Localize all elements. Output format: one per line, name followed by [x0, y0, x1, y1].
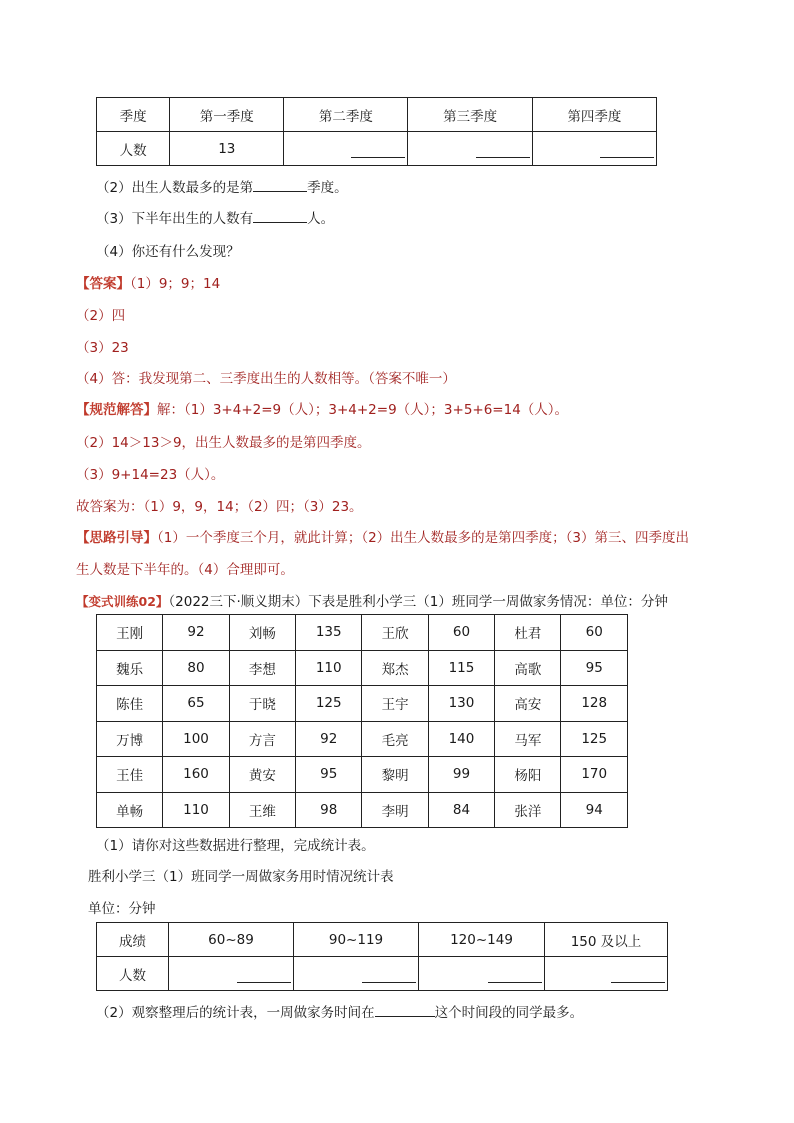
- student-minutes: 125: [561, 721, 628, 757]
- student-name: 张洋: [495, 792, 561, 828]
- student-minutes: 170: [561, 757, 628, 793]
- question-2: [96, 176, 348, 196]
- question-2-prefix: （2）出生人数最多的是第: [96, 180, 254, 196]
- student-name: 于晓: [229, 686, 295, 722]
- stat-blank[interactable]: [169, 957, 294, 991]
- student-name: 王维: [229, 792, 295, 828]
- student-minutes: 92: [163, 615, 229, 651]
- student-name: 黎明: [362, 757, 428, 793]
- student-name: 王刚: [97, 615, 163, 651]
- chores-row: [97, 615, 628, 651]
- variant-question-2-suffix: 这个时间段的同学最多。: [434, 1005, 584, 1021]
- season-header-cell: 第一季度: [170, 98, 284, 132]
- answer-2: （2）四: [76, 308, 126, 324]
- student-name: 高歌: [495, 650, 561, 686]
- answer-tag: 【答案】: [76, 276, 130, 292]
- variant-question-2-blank[interactable]: [375, 1002, 435, 1017]
- student-name: 万博: [97, 721, 163, 757]
- stat-header-cell: 150 及以上: [545, 923, 668, 957]
- student-name: 李明: [362, 792, 428, 828]
- stat-table-title: 胜利小学三（1）班同学一周做家务用时情况统计表: [88, 869, 394, 885]
- question-2-blank[interactable]: [253, 177, 307, 192]
- variant-heading: [76, 590, 668, 610]
- solution-line-1: [76, 398, 568, 418]
- hint-2: 生人数是下半年的。（4）合理即可。: [76, 562, 294, 578]
- answer-3: （3）23: [76, 340, 129, 356]
- chores-row: [97, 757, 628, 793]
- answer-1: （1）9；9；14: [130, 276, 221, 292]
- stat-table-unit: 单位：分钟: [88, 901, 156, 917]
- student-name: 方言: [229, 721, 295, 757]
- stat-header-cell: 成绩: [97, 923, 169, 957]
- chores-row: [97, 721, 628, 757]
- season-table: [96, 97, 657, 166]
- student-minutes: 140: [428, 721, 494, 757]
- student-name: 单畅: [97, 792, 163, 828]
- stat-header-cell: 90~119: [294, 923, 419, 957]
- student-name: 杨阳: [495, 757, 561, 793]
- answer-4: （4）答：我发现第二、三季度出生的人数相等。（答案不唯一）: [76, 371, 456, 387]
- student-name: 黄安: [229, 757, 295, 793]
- student-minutes: 92: [296, 721, 362, 757]
- question-4: （4）你还有什么发现？: [96, 244, 240, 260]
- student-minutes: 115: [428, 650, 494, 686]
- solution-2: （2）14＞13＞9，出生人数最多的是第四季度。: [76, 435, 371, 451]
- season-row-label: 人数: [97, 132, 170, 166]
- chores-row: [97, 650, 628, 686]
- question-3-blank[interactable]: [253, 208, 307, 223]
- student-minutes: 60: [428, 615, 494, 651]
- solution-3: （3）9+14=23（人）。: [76, 467, 225, 483]
- question-3: [96, 207, 334, 227]
- answer-line-1: [76, 272, 220, 292]
- season-header-cell: 季度: [97, 98, 170, 132]
- student-minutes: 130: [428, 686, 494, 722]
- student-minutes: 95: [296, 757, 362, 793]
- student-minutes: 110: [163, 792, 229, 828]
- hint-1: （1）一个季度三个月，就此计算；（2）出生人数最多的是第四季度；（3）第三、四季度出: [157, 530, 690, 546]
- student-name: 李想: [229, 650, 295, 686]
- chores-table: [96, 614, 628, 828]
- stat-blank[interactable]: [419, 957, 545, 991]
- student-minutes: 128: [561, 686, 628, 722]
- solution-tag: 【规范解答】: [76, 402, 157, 418]
- season-blank-q3[interactable]: [408, 132, 532, 166]
- variant-question-1: （1）请你对这些数据进行整理，完成统计表。: [96, 838, 375, 854]
- hint-line-1: [76, 526, 689, 546]
- student-minutes: 100: [163, 721, 229, 757]
- student-minutes: 84: [428, 792, 494, 828]
- variant-question-2-prefix: （2）观察整理后的统计表，一周做家务时间在: [96, 1005, 375, 1021]
- student-name: 陈佳: [97, 686, 163, 722]
- solution-4: 故答案为：（1）9，9，14；（2）四；（3）23。: [76, 499, 363, 515]
- question-3-prefix: （3）下半年出生的人数有: [96, 211, 254, 227]
- question-3-suffix: 人。: [307, 211, 335, 227]
- stat-row-label: 人数: [97, 957, 169, 991]
- season-header-cell: 第三季度: [408, 98, 532, 132]
- student-minutes: 135: [296, 615, 362, 651]
- student-minutes: 95: [561, 650, 628, 686]
- student-minutes: 80: [163, 650, 229, 686]
- stat-header-cell: 60~89: [169, 923, 294, 957]
- question-2-suffix: 季度。: [307, 180, 348, 196]
- student-name: 王佳: [97, 757, 163, 793]
- season-header-cell: 第四季度: [532, 98, 656, 132]
- student-minutes: 60: [561, 615, 628, 651]
- stat-table: [96, 922, 668, 991]
- chores-row: [97, 686, 628, 722]
- student-minutes: 94: [561, 792, 628, 828]
- student-name: 杜君: [495, 615, 561, 651]
- student-name: 王欣: [362, 615, 428, 651]
- student-name: 高安: [495, 686, 561, 722]
- stat-blank[interactable]: [294, 957, 419, 991]
- student-minutes: 98: [296, 792, 362, 828]
- student-name: 王宇: [362, 686, 428, 722]
- student-minutes: 110: [296, 650, 362, 686]
- variant-text: （2022三下·顺义期末）下表是胜利小学三（1）班同学一周做家务情况：单位：分钟: [168, 594, 668, 610]
- stat-blank[interactable]: [545, 957, 668, 991]
- student-name: 魏乐: [97, 650, 163, 686]
- variant-tag: 【变式训练02】: [76, 594, 169, 609]
- student-minutes: 125: [296, 686, 362, 722]
- season-blank-q2[interactable]: [284, 132, 408, 166]
- variant-question-2: [96, 1001, 583, 1021]
- season-value-q1: 13: [170, 132, 284, 166]
- hint-tag: 【思路引导】: [76, 530, 157, 546]
- season-blank-q4[interactable]: [532, 132, 656, 166]
- solution-1: 解：（1）3+4+2=9（人）；3+4+2=9（人）；3+5+6=14（人）。: [157, 402, 569, 418]
- student-name: 毛亮: [362, 721, 428, 757]
- student-minutes: 160: [163, 757, 229, 793]
- chores-row: [97, 792, 628, 828]
- season-header-cell: 第二季度: [284, 98, 408, 132]
- student-name: 刘畅: [229, 615, 295, 651]
- student-minutes: 65: [163, 686, 229, 722]
- student-name: 郑杰: [362, 650, 428, 686]
- student-name: 马军: [495, 721, 561, 757]
- student-minutes: 99: [428, 757, 494, 793]
- stat-header-cell: 120~149: [419, 923, 545, 957]
